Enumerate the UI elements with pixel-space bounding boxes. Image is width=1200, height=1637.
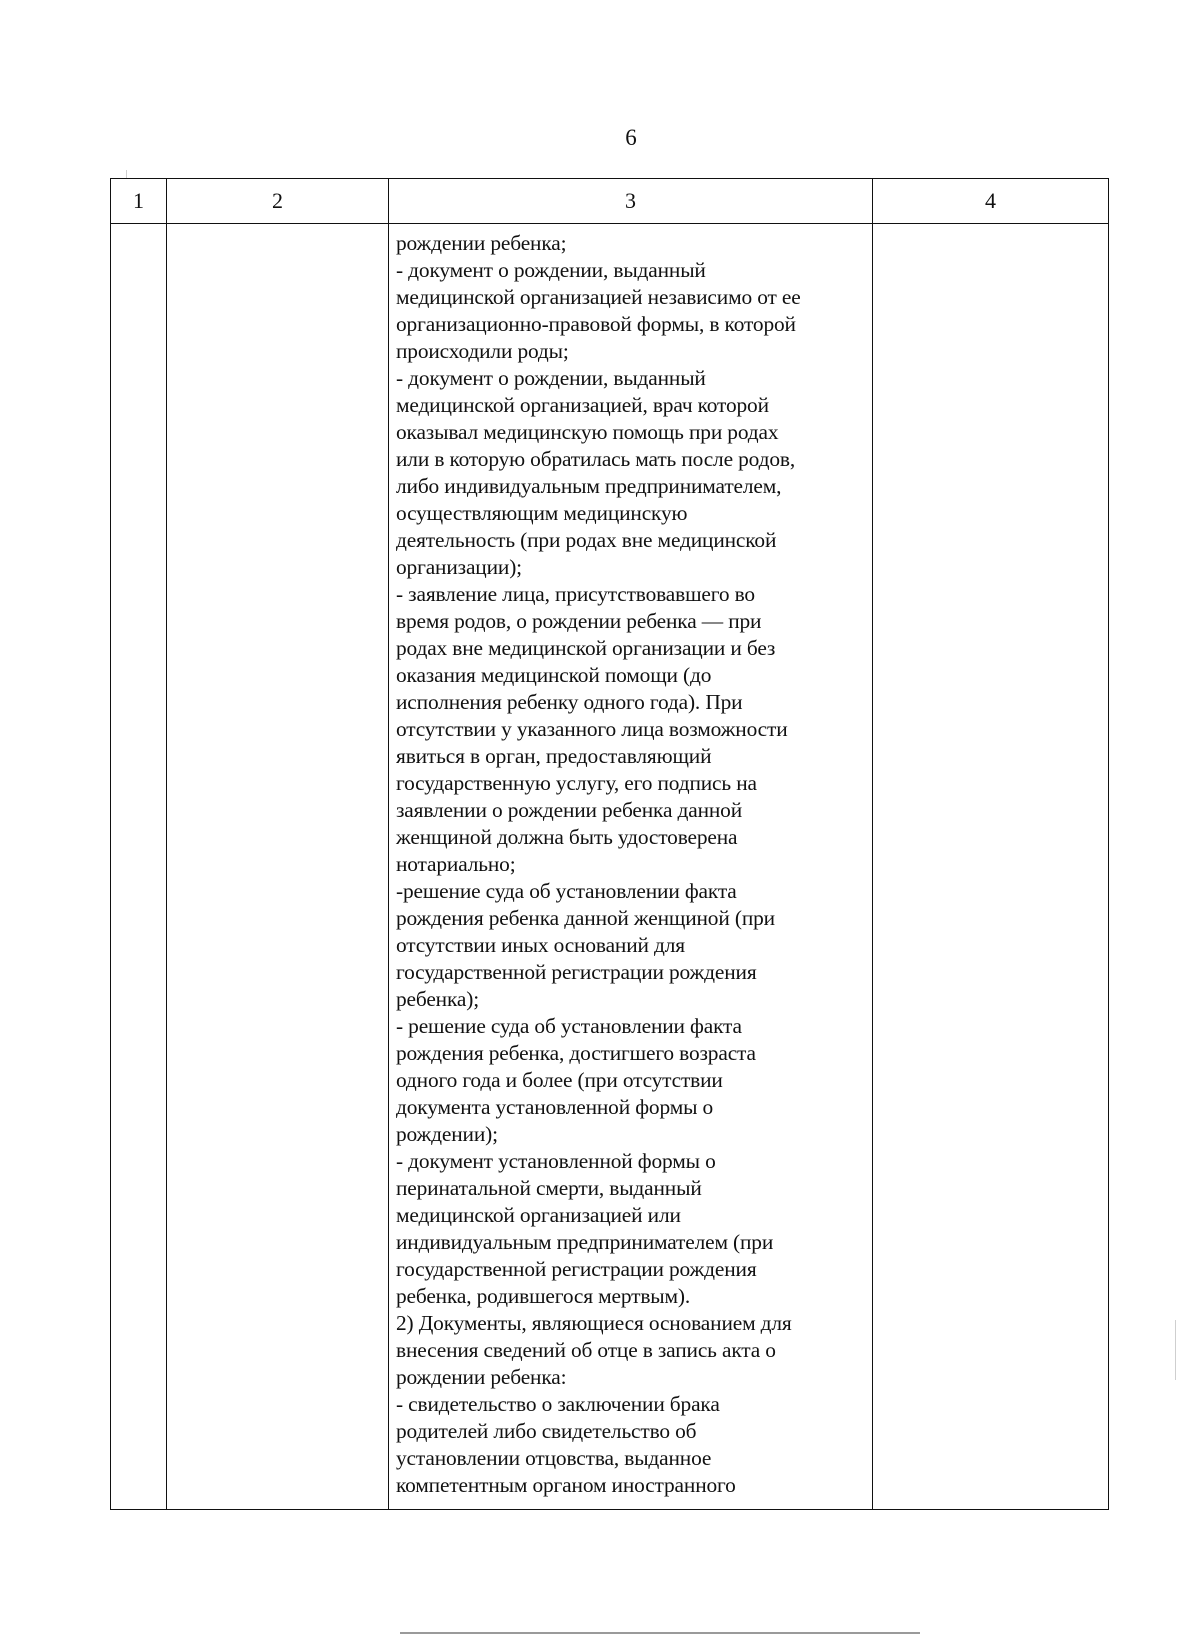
text-line: - документ установленной формы о (396, 1149, 716, 1173)
text-line: или в которую обратилась мать после родов, (396, 447, 796, 471)
text-line: либо индивидуальным предпринимателем, (396, 474, 782, 498)
text-line: 2) Документы, являющиеся основанием для (396, 1311, 792, 1335)
text-line: -решение суда об установлении факта (396, 879, 737, 903)
document-table (110, 178, 1109, 1510)
text-line: исполнения ребенку одного года). При (396, 690, 743, 714)
text-line: нотариально; (396, 852, 516, 876)
text-line: время родов, о рождении ребенка — при (396, 609, 762, 633)
text-line: компетентным органом иностранного (396, 1473, 736, 1497)
text-line: установлении отцовства, выданное (396, 1446, 712, 1470)
table-header-row (111, 179, 1109, 224)
text-line: родах вне медицинской организации и без (396, 636, 776, 660)
text-line: ребенка, родившегося мертвым). (396, 1284, 691, 1308)
table-row (111, 224, 1109, 1510)
text-line: оказывал медицинскую помощь при родах (396, 420, 779, 444)
text-line: отсутствии у указанного лица возможности (396, 717, 788, 741)
text-line: отсутствии иных оснований для (396, 933, 685, 957)
text-line: рождении ребенка: (396, 1365, 567, 1389)
text-line: родителей либо свидетельство об (396, 1419, 697, 1443)
text-line: государственной регистрации рождения (396, 1257, 757, 1281)
text-line: заявлении о рождении ребенка данной (396, 798, 743, 822)
text-line: - документ о рождении, выданный (396, 258, 706, 282)
scan-dot-mark (1175, 1320, 1176, 1380)
text-line: медицинской организацией, врач которой (396, 393, 769, 417)
text-line: рождении); (396, 1122, 498, 1146)
text-line: медицинской организацией или (396, 1203, 681, 1227)
header-cell-2: 2 (167, 179, 389, 224)
column-4-cell (873, 224, 1109, 1510)
scan-edge-mark (400, 1632, 920, 1634)
text-line: перинатальной смерти, выданный (396, 1176, 702, 1200)
text-line: рождения ребенка данной женщиной (при (396, 906, 775, 930)
header-cell-3: 3 (389, 179, 873, 224)
text-line: происходили роды; (396, 339, 569, 363)
text-line: деятельность (при родах вне медицинской (396, 528, 777, 552)
text-line: - свидетельство о заключении брака (396, 1392, 720, 1416)
text-line: рождении ребенка; (396, 231, 567, 255)
column-3-text (396, 230, 868, 1499)
text-line: государственной регистрации рождения (396, 960, 757, 984)
text-line: ребенка); (396, 987, 480, 1011)
text-line: явиться в орган, предоставляющий (396, 744, 712, 768)
text-line: оказания медицинской помощи (до (396, 663, 712, 687)
text-line: рождения ребенка, достигшего возраста (396, 1041, 756, 1065)
text-line: организационно-правовой формы, в которой (396, 312, 796, 336)
header-cell-1: 1 (111, 179, 167, 224)
text-line: внесения сведений об отце в запись акта о (396, 1338, 776, 1362)
header-cell-4: 4 (873, 179, 1109, 224)
text-line: государственную услугу, его подпись на (396, 771, 757, 795)
text-line: документа установленной формы о (396, 1095, 714, 1119)
page-number: 6 (625, 125, 637, 150)
column-2-cell (167, 224, 389, 1510)
column-1-cell (111, 224, 167, 1510)
scan-dot-mark (126, 170, 127, 178)
text-line: организации); (396, 555, 522, 579)
text-line: осуществляющим медицинскую (396, 501, 688, 525)
text-line: - решение суда об установлении факта (396, 1014, 742, 1038)
text-line: индивидуальным предпринимателем (при (396, 1230, 774, 1254)
text-line: одного года и более (при отсутствии (396, 1068, 723, 1092)
column-3-cell (389, 224, 873, 1510)
text-line: - заявление лица, присутствовавшего во (396, 582, 755, 606)
text-line: медицинской организацией независимо от ее (396, 285, 801, 309)
text-line: - документ о рождении, выданный (396, 366, 706, 390)
text-line: женщиной должна быть удостоверена (396, 825, 738, 849)
